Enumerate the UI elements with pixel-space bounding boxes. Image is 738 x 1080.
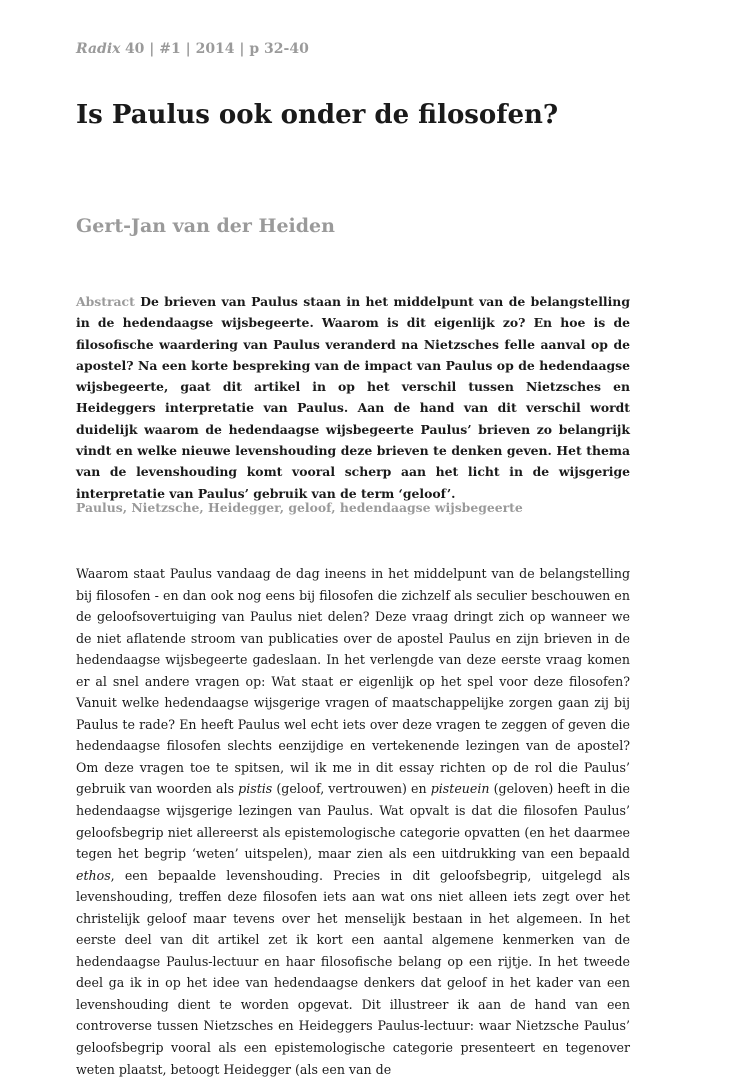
journal-citation: [76, 41, 309, 57]
body-text-part: Waarom staat Paulus vandaag de dag ineens in het middelpunt van de belangstelling bij filosofen - en dan ook nog eens bij filosofen die zichzelf als seculier beschouwen en de geloofsovertuiging van Paulus niet delen? Deze vraag dringt zich op wanneer we de niet aflatende stroom van publicaties over de apostel Paulus en zijn brieven in de hedendaagse wijsbegeerte gadeslaan. In het verlengde van deze eerste vraag komen er al snel andere vragen op: Wat staat er eigenlijk op het spel voor deze filosofen? Vanuit welke hedendaagse wijsgerige vragen of maatschappelijke zorgen gaan zij bij Paulus te rade? En heeft Paulus wel echt iets over deze vragen te zeggen of geven die hedendaagse filosofen slechts eenzijdige en vertekenende lezingen van de apostel? Om deze vragen toe te spitsen, wil ik me in dit essay richten op de rol die Paulus’ gebruik van woorden als: [76, 566, 630, 797]
body-text-part: (geloof, vertrouwen) en: [272, 781, 431, 797]
article-author: Gert-Jan van der Heiden: [76, 215, 335, 237]
body-text-part: (geloven) heeft in die hedendaagse wijsgerige lezingen van Paulus. Wat opvalt is dat die filosofen Paulus’ geloofsbegrip niet allereerst als epistemologische categorie opvatten (en het daarmee tegen het begrip ‘weten’ uitspelen), maar zien als een uitdrukking van een bepaald: [76, 781, 630, 862]
journal-name: Radix: [76, 41, 121, 57]
term-pisteuein: pisteuein: [430, 781, 490, 797]
journal-issue-info: 40 | #1 | 2014 | p 32-40: [124, 41, 309, 57]
article-title: Is Paulus ook onder de filosofen?: [76, 100, 559, 130]
body-paragraph: [76, 563, 630, 1080]
term-pistis: pistis: [238, 781, 273, 797]
abstract-text: De brieven van Paulus staan in het middelpunt van de belangstelling in de hedendaagse wijsbegeerte. Waarom is dit eigenlijk zo? En hoe is de filosofische waardering van Paulus veranderd na Nietzsches felle aanval op de apostel? Na een korte bespreking van de impact van Paulus op de hedendaagse wijsbegeerte, gaat dit artikel in op het verschil tussen Nietzsches en Heideggers interpretatie van Paulus. Aan de hand van dit verschil wordt duidelijk waarom de hedendaagse wijsbegeerte Paulus’ brieven zo belangrijk vindt en welke nieuwe levenshouding deze brieven te denken geven. Het thema van de levenshouding komt vooral scherp aan het licht in de wijsgerige interpretatie van Paulus’ gebruik van de term ‘geloof’.: [76, 294, 630, 501]
abstract: [76, 291, 630, 504]
abstract-label: Abstract: [76, 294, 135, 309]
term-ethos: ethos: [76, 867, 111, 883]
body-text-part: , een bepaalde levenshouding. Precies in dit geloofsbegrip, uitgelegd als levenshouding, treffen deze filosofen iets aan wat ons niet alleen iets zegt over het christelijk geloof maar tevens over het menselijk bestaan in het algemeen. In het eerste deel van dit artikel zet ik kort een aantal algemene kenmerken van de hedendaagse Paulus-lectuur en haar filosofische belang op een rijtje. In het tweede deel ga ik in op het idee van hedendaagse denkers dat geloof in het kader van een levenshouding dient te worden opgevat. Dit illustreer ik aan de hand van een controverse tussen Nietzsches en Heideggers Paulus-lectuur: waar Nietzsche Paulus’ geloofsbegrip vooral als een epistemologische categorie presenteert en tegenover weten plaatst, betoogt Heidegger (als een van de: [76, 867, 630, 1077]
keywords: Paulus, Nietzsche, Heidegger, geloof, hedendaagse wijsbegeerte: [76, 500, 523, 515]
